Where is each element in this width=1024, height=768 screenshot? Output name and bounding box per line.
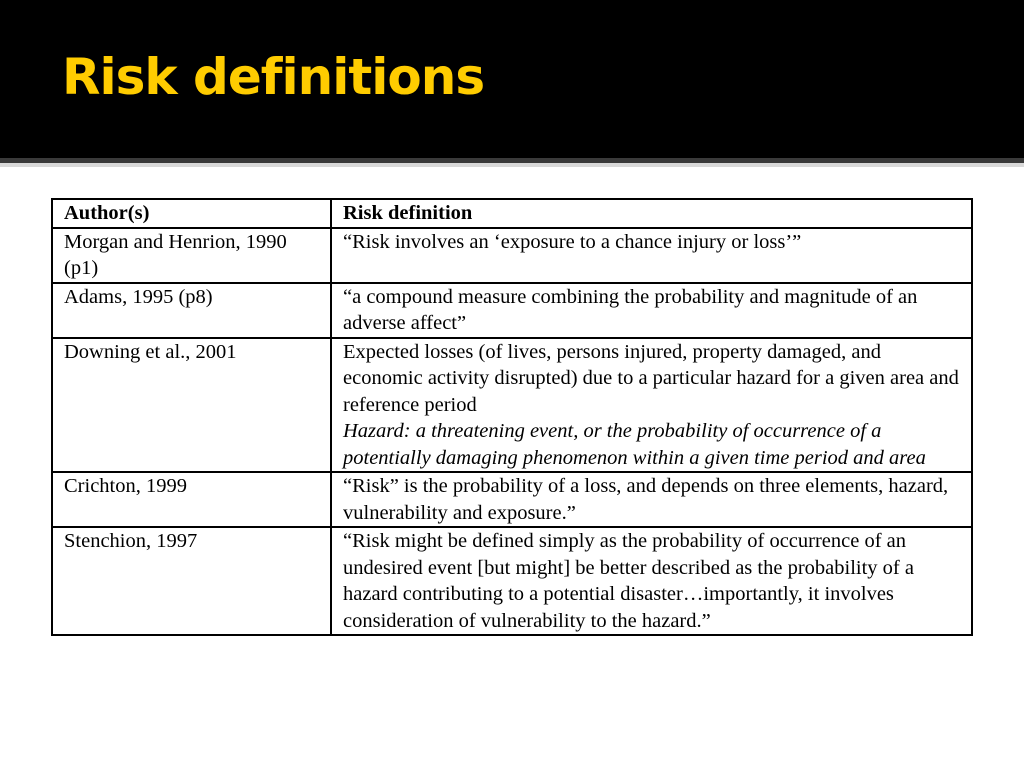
author-cell: Crichton, 1999	[52, 472, 331, 527]
definition-text: “Risk” is the probability of a loss, and depends on three elements, hazard, vulnerability and exposure.”	[343, 475, 949, 524]
author-cell: Morgan and Henrion, 1990 (p1)	[52, 228, 331, 283]
slide-title: Risk definitions	[62, 48, 485, 106]
table-row	[52, 472, 972, 527]
definition-cell	[331, 527, 972, 635]
risk-definitions-table	[51, 198, 973, 636]
hazard-definition-text: Hazard: a threatening event, or the probability of occurrence of a potentially damaging phenomenon within a given time period and area	[343, 420, 926, 469]
title-divider-shadow	[0, 163, 1024, 167]
header-definition: Risk definition	[331, 199, 972, 228]
definition-text: “Risk might be defined simply as the probability of occurrence of an undesired event [but might] be better described as the probability of a hazard contributing to a potential disaster…importantly, it involves consideration of vulnerability to the hazard.”	[343, 530, 914, 632]
definition-cell	[331, 283, 972, 338]
definition-text: “Risk involves an ‘exposure to a chance injury or loss’”	[343, 230, 802, 253]
definition-cell	[331, 338, 972, 473]
definition-text: “a compound measure combining the probability and magnitude of an adverse affect”	[343, 285, 918, 334]
table-row	[52, 338, 972, 473]
table-row	[52, 527, 972, 635]
author-cell: Stenchion, 1997	[52, 527, 331, 635]
table-header-row	[52, 199, 972, 228]
header-author: Author(s)	[52, 199, 331, 228]
definition-cell	[331, 472, 972, 527]
table-row	[52, 228, 972, 283]
author-cell: Downing et al., 2001	[52, 338, 331, 473]
author-cell: Adams, 1995 (p8)	[52, 283, 331, 338]
table-row	[52, 283, 972, 338]
definition-text: Expected losses (of lives, persons injured, property damaged, and economic activity disrupted) due to a particular hazard for a given area and reference period	[343, 340, 959, 416]
definition-cell	[331, 228, 972, 283]
